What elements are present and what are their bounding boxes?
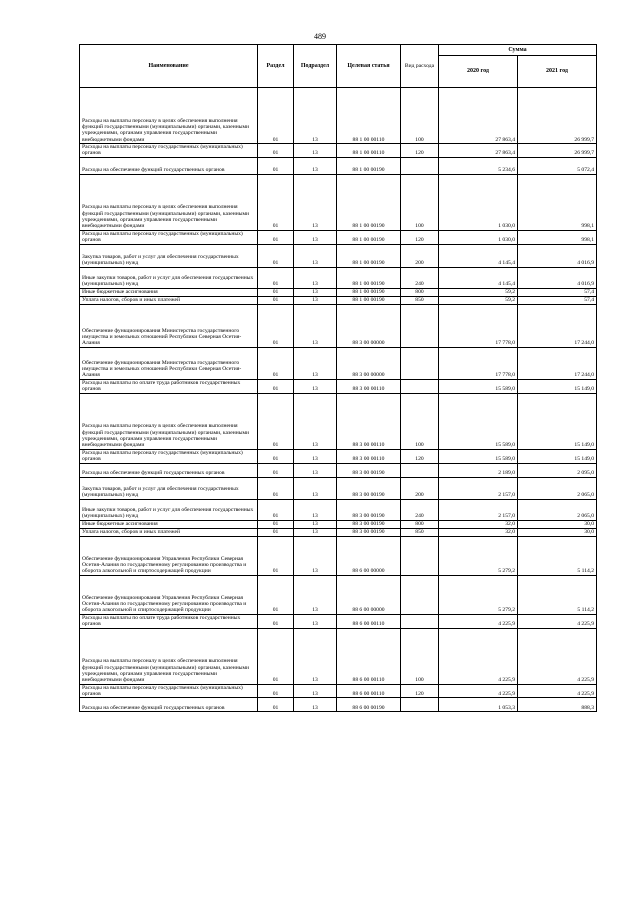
row-2020: 15 589,0 — [439, 379, 518, 393]
row-section: 01 — [258, 698, 294, 712]
row-target: 88 1 00 00190 — [337, 267, 401, 288]
row-expense-type — [401, 536, 439, 575]
page-number: 489 — [314, 32, 326, 41]
row-target: 88 1 00 00190 — [337, 244, 401, 267]
header-name: Наименование — [80, 45, 258, 88]
row-expense-type: 100 — [401, 628, 439, 684]
row-expense-type: 100 — [401, 393, 439, 449]
row-2020: 32,0 — [439, 528, 518, 536]
row-2021: 888,3 — [518, 698, 597, 712]
table-row — [80, 520, 597, 528]
row-section: 01 — [258, 288, 294, 296]
row-subsection: 13 — [294, 520, 337, 528]
row-2021: 4 016,9 — [518, 267, 597, 288]
row-subsection: 13 — [294, 304, 337, 347]
row-2021: 4 016,9 — [518, 244, 597, 267]
row-2021: 4 225,9 — [518, 628, 597, 684]
table-row — [80, 288, 597, 296]
row-name: Иные закупки товаров, работ и услуг для обеспечения государственных (муниципальных) нужд — [80, 267, 258, 288]
budget-table — [79, 44, 597, 712]
row-2020: 2 189,0 — [439, 463, 518, 477]
row-name: Обеспечение функционирования Управления Республики Северная Осетия-Алания по государственному регулированию производства и оборота алкогольной и спиртосодержащей продукции — [80, 536, 258, 575]
table-row — [80, 157, 597, 174]
row-expense-type — [401, 463, 439, 477]
header-target: Целевая статья — [337, 45, 401, 88]
row-2021: 15 149,0 — [518, 379, 597, 393]
row-2020: 2 157,0 — [439, 477, 518, 499]
table-row — [80, 463, 597, 477]
table-row — [80, 347, 597, 379]
row-2020: 17 778,0 — [439, 347, 518, 379]
row-name: Расходы на обеспечение функций государственных органов — [80, 463, 258, 477]
row-expense-type — [401, 575, 439, 614]
table-row — [80, 614, 597, 628]
row-expense-type — [401, 698, 439, 712]
row-2020: 27 863,4 — [439, 144, 518, 158]
row-name: Расходы на обеспечение функций государственных органов — [80, 157, 258, 174]
row-subsection: 13 — [294, 296, 337, 304]
row-subsection: 13 — [294, 267, 337, 288]
table-row — [80, 244, 597, 267]
row-section: 01 — [258, 88, 294, 144]
table-row — [80, 536, 597, 575]
row-section: 01 — [258, 393, 294, 449]
row-name: Уплата налогов, сборов и иных платежей — [80, 296, 258, 304]
header-2020: 2020 год — [439, 56, 518, 88]
row-name: Обеспечение функционирования Министерства государственного имущества и земельных отношений Республики Северная Осетия-Алания — [80, 347, 258, 379]
table-row — [80, 449, 597, 463]
table-row — [80, 174, 597, 230]
row-expense-type: 850 — [401, 528, 439, 536]
row-section: 01 — [258, 614, 294, 628]
row-target: 88 6 00 00000 — [337, 536, 401, 575]
row-expense-type: 100 — [401, 174, 439, 230]
row-section: 01 — [258, 449, 294, 463]
row-target: 88 3 00 00110 — [337, 393, 401, 449]
row-expense-type — [401, 347, 439, 379]
row-2021: 2 065,0 — [518, 477, 597, 499]
row-expense-type: 120 — [401, 449, 439, 463]
row-name: Расходы на выплаты персоналу государственных (муниципальных) органов — [80, 230, 258, 244]
row-target: 88 3 00 00190 — [337, 463, 401, 477]
row-2020: 5 279,2 — [439, 575, 518, 614]
table-row — [80, 628, 597, 684]
row-name: Расходы на выплаты персоналу в целях обеспечения выполнения функций государственными (муниципальными) органами, казенными учреждениями, органами управления государственными внебюджетными фондами — [80, 174, 258, 230]
row-subsection: 13 — [294, 379, 337, 393]
row-target: 88 1 00 00190 — [337, 174, 401, 230]
row-2021: 4 225,9 — [518, 614, 597, 628]
row-2021: 17 244,0 — [518, 304, 597, 347]
row-name: Иные бюджетные ассигнования — [80, 288, 258, 296]
row-target: 88 3 00 00110 — [337, 449, 401, 463]
table-row — [80, 393, 597, 449]
row-expense-type: 100 — [401, 88, 439, 144]
row-2021: 30,0 — [518, 520, 597, 528]
row-expense-type — [401, 379, 439, 393]
row-name: Обеспечение функционирования Управления Республики Северная Осетия-Алания по государственному регулированию производства и оборота алкогольной и спиртосодержащей продукции — [80, 575, 258, 614]
row-subsection: 13 — [294, 463, 337, 477]
row-section: 01 — [258, 520, 294, 528]
header-sum: Сумма — [439, 45, 597, 56]
table-row — [80, 684, 597, 698]
row-expense-type: 800 — [401, 288, 439, 296]
row-section: 01 — [258, 536, 294, 575]
row-subsection: 13 — [294, 244, 337, 267]
row-name: Закупка товаров, работ и услуг для обеспечения государственных (муниципальных) нужд — [80, 244, 258, 267]
row-subsection: 13 — [294, 684, 337, 698]
row-section: 01 — [258, 347, 294, 379]
row-name: Расходы на выплаты по оплате труда работников государственных органов — [80, 379, 258, 393]
row-subsection: 13 — [294, 575, 337, 614]
row-2020: 5 234,6 — [439, 157, 518, 174]
row-target: 88 1 00 00190 — [337, 230, 401, 244]
header-expense-type: Вид расхода — [401, 45, 439, 88]
row-target: 88 6 00 00190 — [337, 698, 401, 712]
row-expense-type: 120 — [401, 684, 439, 698]
row-name: Расходы на обеспечение функций государственных органов — [80, 698, 258, 712]
table-row — [80, 304, 597, 347]
row-section: 01 — [258, 628, 294, 684]
row-subsection: 13 — [294, 230, 337, 244]
row-2020: 1 053,3 — [439, 698, 518, 712]
row-section: 01 — [258, 304, 294, 347]
table-row — [80, 267, 597, 288]
row-subsection: 13 — [294, 528, 337, 536]
row-expense-type — [401, 157, 439, 174]
row-section: 01 — [258, 477, 294, 499]
row-name: Закупка товаров, работ и услуг для обеспечения государственных (муниципальных) нужд — [80, 477, 258, 499]
row-section: 01 — [258, 499, 294, 520]
row-target: 88 6 00 00110 — [337, 684, 401, 698]
table-row — [80, 698, 597, 712]
table-row — [80, 528, 597, 536]
row-2020: 4 145,4 — [439, 244, 518, 267]
row-name: Расходы на выплаты персоналу государственных (муниципальных) органов — [80, 449, 258, 463]
header-subsection: Подраздел — [294, 45, 337, 88]
row-target: 88 1 00 00110 — [337, 144, 401, 158]
row-2020: 59,2 — [439, 288, 518, 296]
row-2021: 57,4 — [518, 296, 597, 304]
row-2021: 17 244,0 — [518, 347, 597, 379]
row-expense-type — [401, 614, 439, 628]
row-target: 88 3 00 00190 — [337, 528, 401, 536]
row-2020: 4 225,9 — [439, 614, 518, 628]
row-name: Уплата налогов, сборов и иных платежей — [80, 528, 258, 536]
row-target: 88 1 00 00190 — [337, 296, 401, 304]
row-name: Обеспечение функционирования Министерства государственного имущества и земельных отношений Республики Северная Осетия-Алания — [80, 304, 258, 347]
row-name: Расходы на выплаты по оплате труда работников государственных органов — [80, 614, 258, 628]
row-subsection: 13 — [294, 536, 337, 575]
row-subsection: 13 — [294, 288, 337, 296]
row-expense-type: 200 — [401, 244, 439, 267]
row-2021: 5 114,2 — [518, 575, 597, 614]
row-2020: 15 589,0 — [439, 393, 518, 449]
row-subsection: 13 — [294, 347, 337, 379]
header-section: Раздел — [258, 45, 294, 88]
row-subsection: 13 — [294, 477, 337, 499]
row-2020: 4 145,4 — [439, 267, 518, 288]
row-section: 01 — [258, 463, 294, 477]
row-target: 88 3 00 00190 — [337, 477, 401, 499]
row-target: 88 3 00 00110 — [337, 379, 401, 393]
row-section: 01 — [258, 174, 294, 230]
row-section: 01 — [258, 296, 294, 304]
row-2021: 5 072,4 — [518, 157, 597, 174]
row-section: 01 — [258, 230, 294, 244]
row-target: 88 1 00 00190 — [337, 288, 401, 296]
row-expense-type: 200 — [401, 477, 439, 499]
row-section: 01 — [258, 267, 294, 288]
row-2021: 998,1 — [518, 230, 597, 244]
row-subsection: 13 — [294, 449, 337, 463]
row-section: 01 — [258, 144, 294, 158]
row-target: 88 3 00 00190 — [337, 520, 401, 528]
table-row — [80, 230, 597, 244]
row-2020: 59,2 — [439, 296, 518, 304]
table-row — [80, 144, 597, 158]
row-2021: 2 065,0 — [518, 499, 597, 520]
row-section: 01 — [258, 684, 294, 698]
row-subsection: 13 — [294, 499, 337, 520]
row-name: Расходы на выплаты персоналу в целях обеспечения выполнения функций государственными (муниципальными) органами, казенными учреждениями, органами управления государственными внебюджетными фондами — [80, 88, 258, 144]
row-2020: 1 030,0 — [439, 174, 518, 230]
header-2021: 2021 год — [518, 56, 597, 88]
row-target: 88 3 00 00000 — [337, 347, 401, 379]
row-subsection: 13 — [294, 174, 337, 230]
row-expense-type: 120 — [401, 144, 439, 158]
row-expense-type — [401, 304, 439, 347]
table-body — [80, 88, 597, 712]
row-2020: 1 030,0 — [439, 230, 518, 244]
row-subsection: 13 — [294, 88, 337, 144]
row-target: 88 3 00 00000 — [337, 304, 401, 347]
row-2021: 4 225,9 — [518, 684, 597, 698]
row-subsection: 13 — [294, 144, 337, 158]
row-expense-type: 120 — [401, 230, 439, 244]
row-2020: 4 225,9 — [439, 684, 518, 698]
row-target: 88 1 00 00110 — [337, 88, 401, 144]
table-row — [80, 499, 597, 520]
row-2021: 15 149,0 — [518, 393, 597, 449]
row-2021: 998,1 — [518, 174, 597, 230]
row-2020: 5 279,2 — [439, 536, 518, 575]
row-name: Иные закупки товаров, работ и услуг для обеспечения государственных (муниципальных) нужд — [80, 499, 258, 520]
table-row — [80, 88, 597, 144]
row-2021: 26 999,7 — [518, 144, 597, 158]
row-subsection: 13 — [294, 614, 337, 628]
table-row — [80, 477, 597, 499]
row-target: 88 6 00 00000 — [337, 575, 401, 614]
row-subsection: 13 — [294, 698, 337, 712]
row-2020: 15 589,0 — [439, 449, 518, 463]
row-2021: 15 149,0 — [518, 449, 597, 463]
row-2020: 4 225,9 — [439, 628, 518, 684]
row-target: 88 3 00 00190 — [337, 499, 401, 520]
row-name: Расходы на выплаты персоналу в целях обеспечения выполнения функций государственными (муниципальными) органами, казенными учреждениями, органами управления государственными внебюджетными фондами — [80, 393, 258, 449]
row-subsection: 13 — [294, 628, 337, 684]
row-name: Иные бюджетные ассигнования — [80, 520, 258, 528]
table-row — [80, 296, 597, 304]
row-2021: 26 999,7 — [518, 88, 597, 144]
row-2020: 27 863,4 — [439, 88, 518, 144]
table-row — [80, 379, 597, 393]
row-name: Расходы на выплаты персоналу в целях обеспечения выполнения функций государственными (муниципальными) органами, казенными учреждениями, органами управления государственными внебюджетными фондами — [80, 628, 258, 684]
row-subsection: 13 — [294, 157, 337, 174]
row-subsection: 13 — [294, 393, 337, 449]
table-row — [80, 575, 597, 614]
row-2021: 57,4 — [518, 288, 597, 296]
row-section: 01 — [258, 379, 294, 393]
row-section: 01 — [258, 244, 294, 267]
row-target: 88 6 00 00110 — [337, 628, 401, 684]
row-expense-type: 850 — [401, 296, 439, 304]
row-2020: 32,0 — [439, 520, 518, 528]
row-expense-type: 240 — [401, 499, 439, 520]
row-target: 88 1 00 00190 — [337, 157, 401, 174]
row-2020: 17 778,0 — [439, 304, 518, 347]
row-name: Расходы на выплаты персоналу государственных (муниципальных) органов — [80, 684, 258, 698]
row-expense-type: 800 — [401, 520, 439, 528]
row-target: 88 6 00 00110 — [337, 614, 401, 628]
row-name: Расходы на выплаты персоналу государственных (муниципальных) органов — [80, 144, 258, 158]
row-2021: 5 114,2 — [518, 536, 597, 575]
row-section: 01 — [258, 528, 294, 536]
row-expense-type: 240 — [401, 267, 439, 288]
row-2021: 30,0 — [518, 528, 597, 536]
row-2020: 2 157,0 — [439, 499, 518, 520]
row-section: 01 — [258, 157, 294, 174]
row-section: 01 — [258, 575, 294, 614]
row-2021: 2 095,0 — [518, 463, 597, 477]
